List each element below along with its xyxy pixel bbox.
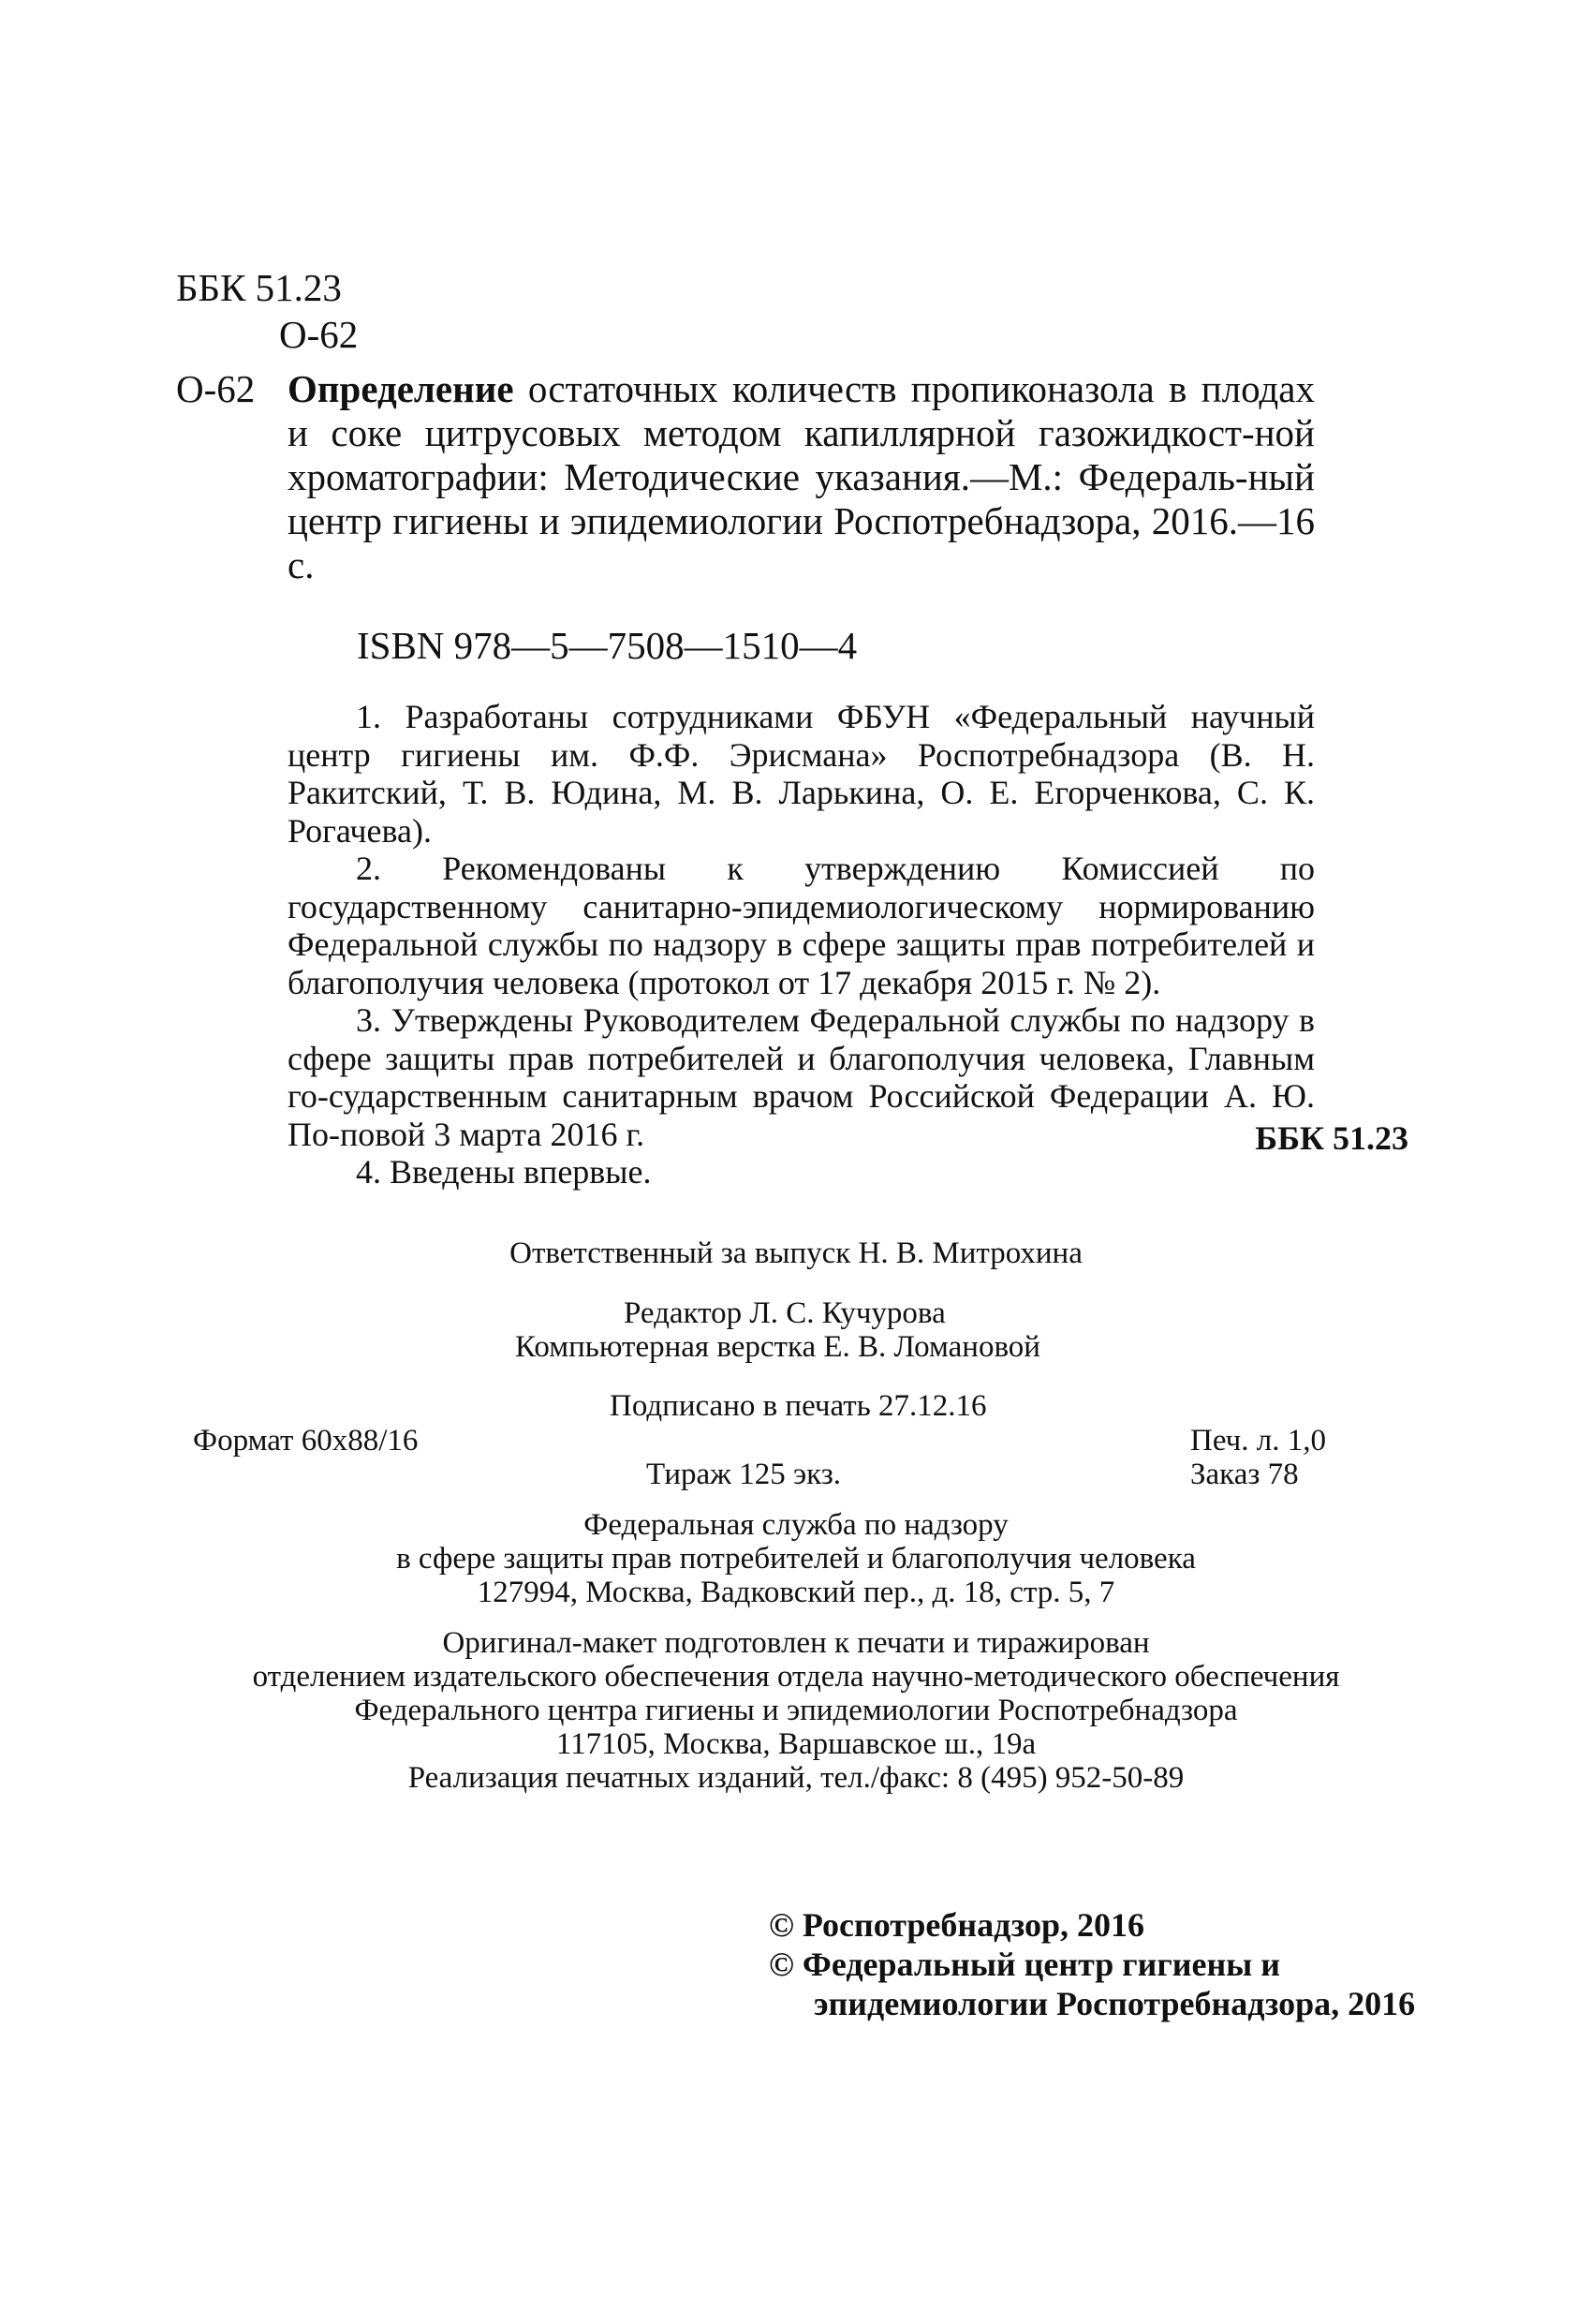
responsible-line: Ответственный за выпуск Н. В. Митрохина <box>509 1236 1083 1270</box>
editor-line: Редактор Л. С. Кучурова <box>624 1296 946 1330</box>
bbk-code-right: ББК 51.23 <box>1255 1119 1408 1157</box>
copyright-block <box>769 1905 1415 2023</box>
agency-line: Федеральная служба по надзору <box>583 1508 1009 1542</box>
entry-description <box>287 367 1315 587</box>
printer-line: отделением издательского обеспечения отдела научно-методического обеспечения <box>252 1660 1340 1694</box>
info-paragraph: 3. Утверждены Руководителем Федеральной службы по надзору в сфере защиты прав потребителей и благополучия человека, Главным го-сударственным санитарным врачом Российской Федерации А. Ю. По-повой 3 марта 2016 г. <box>287 1001 1315 1153</box>
signed-line: Подписано в печать 27.12.16 <box>610 1389 987 1423</box>
entry-title-bold: Определение <box>287 367 514 410</box>
agency-block <box>0 1508 1592 1609</box>
sheets-line: Печ. л. 1,0 <box>1190 1424 1326 1458</box>
layout-line: Компьютерная верстка Е. В. Ломановой <box>515 1330 1040 1364</box>
info-paragraphs <box>287 698 1315 1192</box>
entry-title-rest: остаточных количеств пропиконазола в плодах и соке цитрусовых методом капиллярной газожидкост-ной хроматографии: Методические указания.—М.: Федераль-ный центр гигиены и эпидемиологии Роспотребнадзора, 2016.—16 с. <box>287 367 1315 586</box>
agency-line: в сфере защиты прав потребителей и благополучия человека <box>396 1542 1196 1576</box>
format-line: Формат 60x88/16 <box>193 1424 419 1458</box>
copyright-line: © Федеральный центр гигиены и <box>769 1946 1281 1983</box>
printer-block <box>0 1626 1592 1795</box>
bbk-code: ББК 51.23 <box>176 266 342 309</box>
order-line: Заказ 78 <box>1190 1458 1299 1491</box>
agency-line: 127994, Москва, Вадковский пер., д. 18, стр. 5, 7 <box>477 1576 1115 1609</box>
printer-line: Реализация печатных изданий, тел./факс: 8 (495) 952-50-89 <box>407 1761 1185 1795</box>
isbn: ISBN 978—5—7508—1510—4 <box>357 624 858 667</box>
print-run-line: Тираж 125 экз. <box>646 1458 841 1491</box>
author-sign: О-62 <box>279 313 359 356</box>
printer-line: Оригинал-макет подготовлен к печати и тиражирован <box>442 1626 1150 1660</box>
info-paragraph: 4. Введены впервые. <box>356 1153 652 1191</box>
printer-line: 117105, Москва, Варшавское ш., 19а <box>555 1727 1037 1761</box>
copyright-line: эпидемиологии Роспотребнадзора, 2016 <box>814 1985 1416 2022</box>
copyright-line: © Роспотребнадзор, 2016 <box>769 1906 1145 1944</box>
info-paragraph: 2. Рекомендованы к утверждению Комиссией по государственному санитарно-эпидемиологическому нормированию Федеральной службы по надзору в сфере защиты прав потребителей и благополучия человека (протокол от 17 декабря 2015 г. № 2). <box>287 850 1315 1001</box>
bibliographic-entry <box>176 367 1315 587</box>
entry-index: О-62 <box>176 367 256 410</box>
info-paragraph: 1. Разработаны сотрудниками ФБУН «Федеральный научный центр гигиены им. Ф.Ф. Эрисмана» Роспотребнадзора (В. Н. Ракитский, Т. В. Юдина, М. В. Ларькина, О. Е. Егорченкова, С. К. Рогачева). <box>287 698 1315 850</box>
printer-line: Федерального центра гигиены и эпидемиологии Роспотребнадзора <box>354 1694 1238 1727</box>
bbk-classification <box>176 264 358 358</box>
